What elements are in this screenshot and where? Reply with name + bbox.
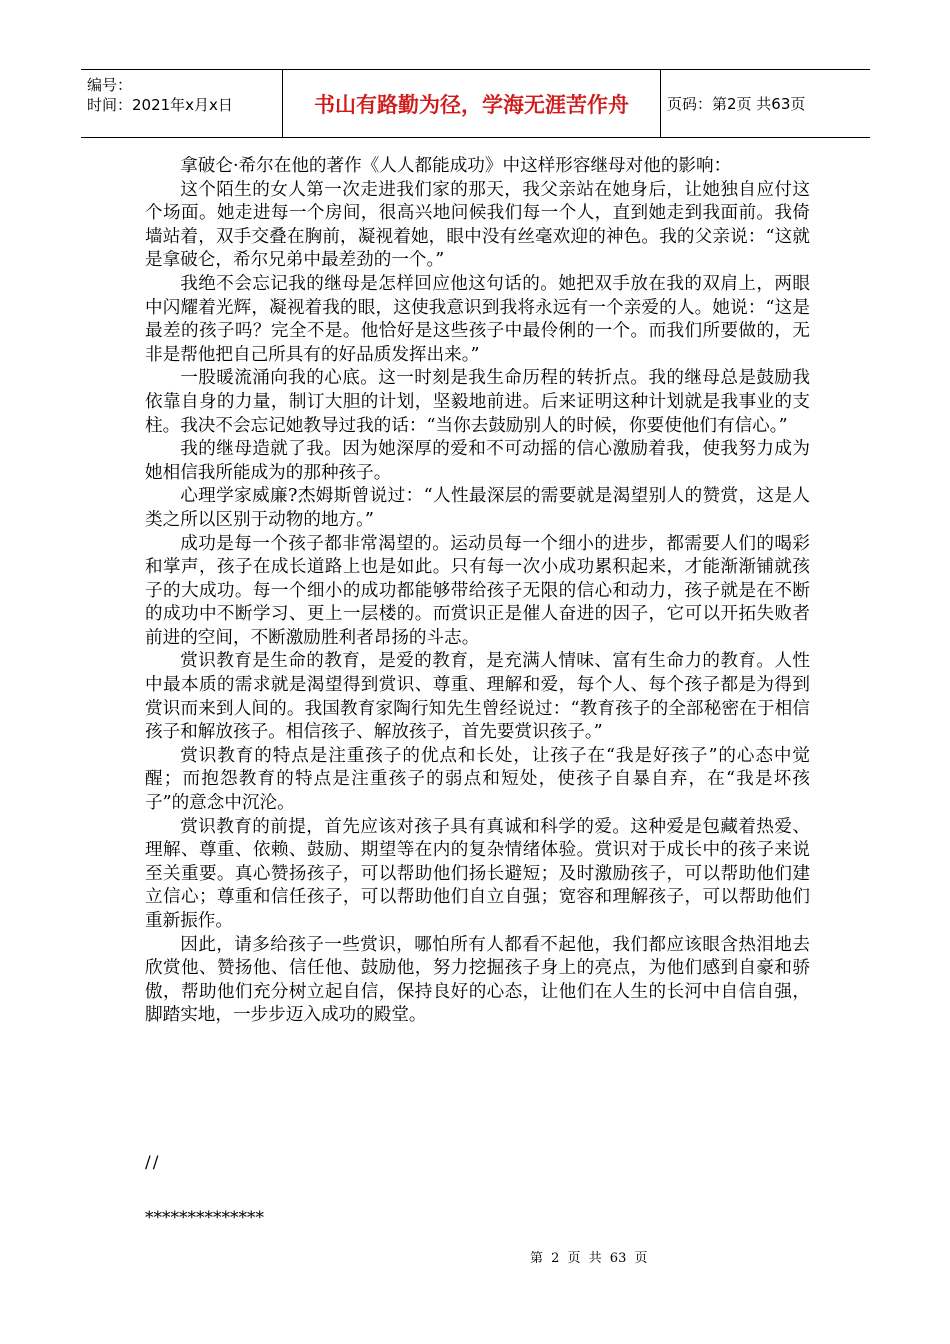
paragraph: 拿破仑·希尔在他的著作《人人都能成功》中这样形容继母对他的影响： bbox=[180, 156, 732, 176]
page-footer: 第 2 页 共 63 页 bbox=[530, 1251, 648, 1266]
paragraph: 心理学家威廉?杰姆斯曾说过：“人性最深层的需要就是渴望别人的赞赏，这是人类之所以区别于动物的地方。” bbox=[145, 486, 810, 530]
paragraph: 我绝不会忘记我的继母是怎样回应他这句话的。她把双手放在我的双肩上，两眼中闪耀着光辉，凝视着我的眼，这使我意识到我将永远有一个亲爱的人。她说：“这是最差的孩子吗？完全不是。他恰好是这些孩子中最伶俐的一个。而我们所要做的，无非是帮他把自己所具有的好品质发挥出来。” bbox=[145, 273, 810, 365]
paragraph: 赏识教育的前提，首先应该对孩子具有真诚和科学的爱。这种爱是包藏着热爱、理解、尊重、依赖、鼓励、期望等在内的复杂情绪体验。赏识对于成长中的孩子来说至关重要。真心赞扬孩子，可以帮助他们扬长避短；及时激励孩子，可以帮助他们建立信心；尊重和信任孩子，可以帮助他们自立自强；宽容和理解孩子，可以帮助他们重新振作。 bbox=[145, 816, 810, 931]
paragraph: 赏识教育是生命的教育，是爱的教育，是充满人情味、富有生命力的教育。人性中最本质的需求就是渴望得到赏识、尊重、理解和爱，每个人、每个孩子都是为得到赏识而来到人间的。我国教育家陶行知先生曾经说过：“教育孩子的全部秘密在于相信孩子和解放孩子。相信孩子、解放孩子，首先要赏识孩子。” bbox=[145, 651, 810, 743]
document-body bbox=[145, 155, 810, 1028]
paragraph: 一股暖流涌向我的心底。这一时刻是我生命历程的转折点。我的继母总是鼓励我依靠自身的力量，制订大胆的计划，坚毅地前进。后来证明这种计划就是我事业的支柱。我决不会忘记她教导过我的话：“当你去鼓励别人的时候，你要使他们有信心。” bbox=[145, 368, 810, 436]
header-page-info: 页码：第2页 共63页 bbox=[667, 95, 806, 113]
paragraph: 因此，请多给孩子一些赏识，哪怕所有人都看不起他，我们都应该眼含热泪地去欣赏他、赞扬他、信任他、鼓励他，努力挖掘孩子身上的亮点，为他们感到自豪和骄傲，帮助他们充分树立起自信，保持良好的心态，让他们在人生的长河中自信自强，脚踏实地，一步步迈入成功的殿堂。 bbox=[145, 934, 810, 1026]
header-motto: 书山有路勤为径，学海无涯苦作舟 bbox=[283, 70, 661, 137]
paragraph: 成功是每一个孩子都非常渴望的。运动员每一个细小的进步，都需要人们的喝彩和掌声，孩子在成长道路上也是如此。只有每一次小成功累积起来，才能渐渐铺就孩子的大成功。每一个细小的成功都能够带给孩子无限的信心和动力，孩子就是在不断的成功中不断学习、更上一层楼的。而赏识正是催人奋进的因子，它可以开拓失败者前进的空间，不断激励胜利者昂扬的斗志。 bbox=[145, 533, 810, 648]
code-label: 编号： bbox=[87, 76, 133, 94]
header-meta bbox=[81, 70, 283, 137]
separator-stars: ************** bbox=[145, 1208, 264, 1228]
paragraph: 赏识教育的特点是注重孩子的优点和长处，让孩子在“我是好孩子”的心态中觉醒；而抱怨教育的特点是注重孩子的弱点和短处，使孩子自暴自弃，在“我是坏孩子”的意念中沉沦。 bbox=[145, 745, 810, 814]
separator-slashes: // bbox=[145, 1153, 161, 1173]
page-header bbox=[81, 69, 870, 138]
paragraph: 我的继母造就了我。因为她深厚的爱和不可动摇的信心激励着我，使我努力成为她相信我所能成为的那种孩子。 bbox=[145, 439, 810, 483]
time-label: 时间：2021年x月x日 bbox=[87, 96, 233, 114]
paragraph: 这个陌生的女人第一次走进我们家的那天，我父亲站在她身后，让她独自应付这个场面。她走进每一个房间，很高兴地问候我们每一个人，直到她走到我面前。我倚墙站着，双手交叠在胸前，凝视着她，眼中没有丝毫欢迎的神色。我的父亲说：“这就是拿破仑，希尔兄弟中最差劲的一个。” bbox=[145, 179, 810, 271]
